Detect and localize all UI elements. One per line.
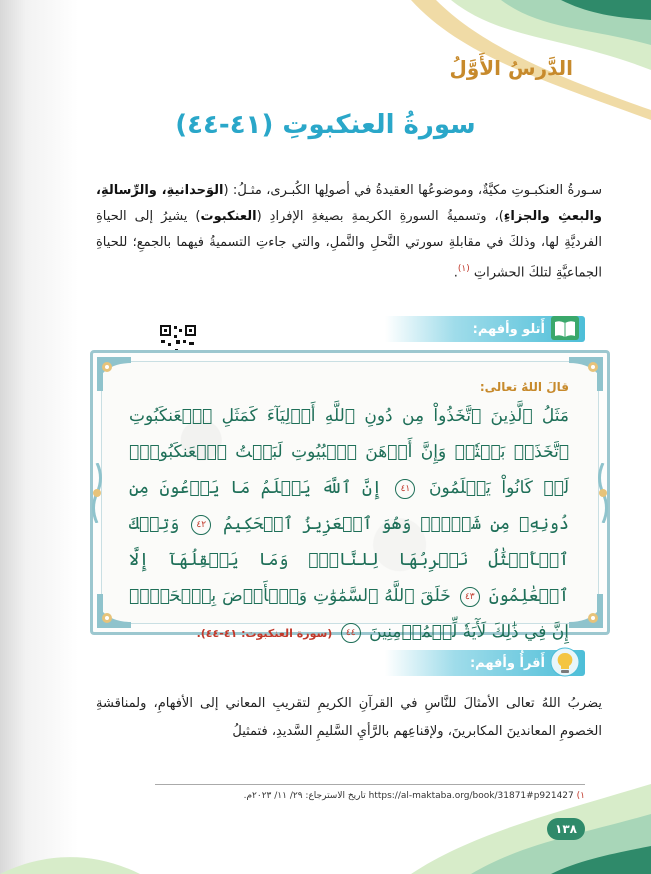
quran-verses-frame xyxy=(90,350,610,642)
side-ornament-icon xyxy=(596,463,610,523)
lightbulb-icon xyxy=(549,646,581,678)
verse-42: إِنَّ ٱللَّهَ يَعۡلَمُ مَا يَدۡعُونَ مِن دُونِهِۦ مِن شَيۡءٖۚ وَهُوَ ٱلۡعَزِيزُ ٱلۡحَكِيمُ xyxy=(129,478,569,534)
footnote-ref[interactable]: (١) xyxy=(457,264,470,274)
ayah-number-44: ٤٤ xyxy=(341,623,361,643)
section-read-understand xyxy=(385,650,585,676)
floral-ornament-icon xyxy=(567,355,605,393)
verse-41: مَثَلُ ٱلَّذِينَ ٱتَّخَذُواْ مِن دُونِ ٱللَّهِ أَوۡلِيَآءَ كَمَثَلِ ٱلۡعَنكَبُوتِ ٱتَّخَذَتۡ بَيۡتٗاۖ وَإِنَّ أَوۡهَنَ ٱلۡبُيُوتِ لَبَيۡتُ ٱلۡعَنكَبُوتِۚ لَوۡ كَانُواْ يَعۡلَمُونَ xyxy=(129,406,570,498)
intro-key-2: العنكبوت xyxy=(200,209,257,224)
surah-reference: (سورة العنكبوت: ٤١-٤٤). xyxy=(196,627,333,640)
lesson-label: الدَّرسُ الأَوَّلُ xyxy=(449,56,573,80)
floral-ornament-icon xyxy=(95,592,133,630)
corner-wave-decoration-left xyxy=(0,814,140,874)
footnote-number: ١) xyxy=(576,791,585,801)
open-book-icon xyxy=(549,312,581,344)
page-number: ١٣٨ xyxy=(547,818,585,840)
floral-ornament-icon xyxy=(95,355,133,393)
ayah-number-42: ٤٢ xyxy=(191,515,211,535)
surah-title: سورةُ العنكبوتِ (٤١-٤٤) xyxy=(175,110,476,140)
footnote-link[interactable]: https://al-maktaba.org/book/31871#p921427 تاريخ الاسترجاع: ٢٩/ ١١/ ٢٠٢٣م. xyxy=(243,791,574,801)
section-read-label: أَقرأُ وأفهم: xyxy=(469,655,545,671)
intro-text-3: ) يشيرُ إلى الحياةِ الفرديَّةِ لها، وذلكَ في مقابلةِ سورتي النَّحلِ والنَّملِ، والتي جاءتِ التسميةُ فيهما بالجمعِ؛ للحياةِ الجماعيَّةِ لتلكَ الحشراتِ xyxy=(96,209,602,281)
footnote xyxy=(155,791,585,801)
intro-key-1: الوَحدانيةِ، والرِّسالةِ، والبعثِ والجزاءِ xyxy=(96,183,602,224)
body-paragraph: يضربُ اللهُ تعالى الأمثالَ للنَّاسِ في القرآنِ الكريمِ لتقريبِ المعاني إلى الأفهامِ، ولمناقشةِ الخصومِ المعاندينَ المكابرينَ، ولإقناعِهم بالرَّأيِ السَّليمِ السَّديدِ، فتمثيلُ xyxy=(96,696,602,739)
side-ornament-icon xyxy=(90,463,104,523)
intro-paragraph xyxy=(96,178,602,286)
corner-wave-decoration-bottom xyxy=(411,754,651,874)
verse-44: خَلَقَ ٱللَّهُ ٱلسَّمَٰوَٰتِ وَٱلۡأَرۡضَ بِٱلۡحَقِّۚ إِنَّ فِي ذَٰلِكَ لَأٓيَةٗ لِّلۡمُؤۡمِنِينَ xyxy=(129,586,569,642)
floral-ornament-icon xyxy=(567,592,605,630)
verse-43: وَتِلۡكَ ٱلۡأَمۡثَٰلُ نَضۡرِبُهَا لِلنَّاسِۖ وَمَا يَعۡقِلُهَآ إِلَّا ٱلۡعَٰلِمُونَ xyxy=(129,514,570,606)
ayah-number-43: ٤٣ xyxy=(460,587,480,607)
ayah-number-41: ٤١ xyxy=(395,479,415,499)
allah-said-label: قالَ اللهُ تعالى: xyxy=(479,380,569,394)
intro-text-1: سـورةُ العنكبـوتِ مكيَّةٌ، وموضوعُها العقيدةُ في أصولِها الكُبـرى، مثـلُ: ( xyxy=(223,183,603,198)
quran-verses xyxy=(129,398,569,652)
footnote-divider xyxy=(155,784,585,785)
section-recite-label: أَتلو وأفهم: xyxy=(472,321,545,337)
intro-end: . xyxy=(453,265,458,281)
intro-text-2: )، وتسميةُ السورةِ الكريمةِ بصيغةِ الإفرادِ ( xyxy=(256,209,504,224)
section-recite-understand xyxy=(385,316,585,342)
